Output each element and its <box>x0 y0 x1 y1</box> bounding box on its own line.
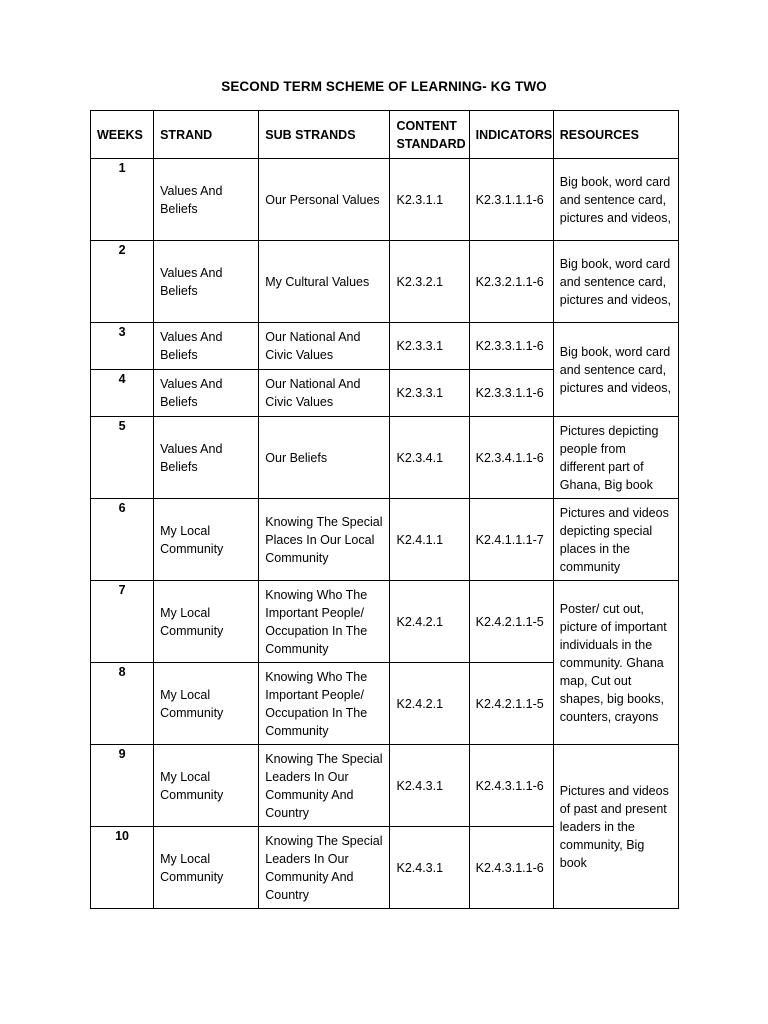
header-sub-strands: SUB STRANDS <box>259 111 390 159</box>
indicator-cell: K2.3.1.1.1-6 <box>469 159 553 241</box>
header-weeks: WEEKS <box>91 111 154 159</box>
strand-cell: My Local Community <box>154 745 259 827</box>
week-cell: 3 <box>91 323 154 370</box>
week-cell: 4 <box>91 370 154 417</box>
table-row <box>91 581 679 663</box>
resources-cell: Pictures and videos of past and present leaders in the community, Big book <box>553 745 678 909</box>
week-cell: 8 <box>91 663 154 745</box>
week-cell: 10 <box>91 827 154 909</box>
scheme-table <box>90 110 679 909</box>
week-cell: 1 <box>91 159 154 241</box>
week-cell: 9 <box>91 745 154 827</box>
strand-cell: Values And Beliefs <box>154 417 259 499</box>
table-row <box>91 159 679 241</box>
indicator-cell: K2.4.2.1.1-5 <box>469 663 553 745</box>
table-row <box>91 241 679 323</box>
table-row <box>91 499 679 581</box>
content-standard-cell: K2.3.4.1 <box>390 417 469 499</box>
sub-strand-cell: Knowing Who The Important People/ Occupation In The Community <box>259 581 390 663</box>
sub-strand-cell: Our National And Civic Values <box>259 370 390 417</box>
content-standard-cell: K2.4.2.1 <box>390 663 469 745</box>
header-row <box>91 111 679 159</box>
header-strand: STRAND <box>154 111 259 159</box>
table-row <box>91 323 679 370</box>
content-standard-cell: K2.4.3.1 <box>390 827 469 909</box>
resources-cell: Big book, word card and sentence card, pictures and videos, <box>553 159 678 241</box>
content-standard-cell: K2.3.2.1 <box>390 241 469 323</box>
content-standard-cell: K2.3.1.1 <box>390 159 469 241</box>
strand-cell: Values And Beliefs <box>154 323 259 370</box>
header-indicators: INDICATORS <box>469 111 553 159</box>
indicator-cell: K2.3.3.1.1-6 <box>469 370 553 417</box>
content-standard-cell: K2.4.2.1 <box>390 581 469 663</box>
strand-cell: My Local Community <box>154 827 259 909</box>
resources-cell: Poster/ cut out, picture of important individuals in the community. Ghana map, Cut out shapes, big books, counters, crayons <box>553 581 678 745</box>
resources-cell: Big book, word card and sentence card, pictures and videos, <box>553 241 678 323</box>
content-standard-cell: K2.4.3.1 <box>390 745 469 827</box>
content-standard-cell: K2.4.1.1 <box>390 499 469 581</box>
indicator-cell: K2.4.3.1.1-6 <box>469 745 553 827</box>
document-title: SECOND TERM SCHEME OF LEARNING- KG TWO <box>221 79 547 94</box>
table-row <box>91 745 679 827</box>
strand-cell: Values And Beliefs <box>154 241 259 323</box>
resources-cell: Pictures and videos depicting special places in the community <box>553 499 678 581</box>
indicator-cell: K2.4.3.1.1-6 <box>469 827 553 909</box>
strand-cell: My Local Community <box>154 499 259 581</box>
indicator-cell: K2.4.1.1.1-7 <box>469 499 553 581</box>
sub-strand-cell: Knowing The Special Leaders In Our Community And Country <box>259 827 390 909</box>
week-cell: 7 <box>91 581 154 663</box>
indicator-cell: K2.3.4.1.1-6 <box>469 417 553 499</box>
indicator-cell: K2.3.3.1.1-6 <box>469 323 553 370</box>
sub-strand-cell: Knowing The Special Leaders In Our Community And Country <box>259 745 390 827</box>
strand-cell: Values And Beliefs <box>154 159 259 241</box>
week-cell: 2 <box>91 241 154 323</box>
resources-cell: Pictures depicting people from different part of Ghana, Big book <box>553 417 678 499</box>
week-cell: 6 <box>91 499 154 581</box>
sub-strand-cell: Our Personal Values <box>259 159 390 241</box>
strand-cell: My Local Community <box>154 581 259 663</box>
header-resources: RESOURCES <box>553 111 678 159</box>
week-cell: 5 <box>91 417 154 499</box>
indicator-cell: K2.4.2.1.1-5 <box>469 581 553 663</box>
sub-strand-cell: Knowing The Special Places In Our Local Community <box>259 499 390 581</box>
sub-strand-cell: My Cultural Values <box>259 241 390 323</box>
sub-strand-cell: Our National And Civic Values <box>259 323 390 370</box>
indicator-cell: K2.3.2.1.1-6 <box>469 241 553 323</box>
sub-strand-cell: Our Beliefs <box>259 417 390 499</box>
resources-cell: Big book, word card and sentence card, pictures and videos, <box>553 323 678 417</box>
table-row <box>91 417 679 499</box>
content-standard-cell: K2.3.3.1 <box>390 370 469 417</box>
sub-strand-cell: Knowing Who The Important People/ Occupation In The Community <box>259 663 390 745</box>
strand-cell: My Local Community <box>154 663 259 745</box>
content-standard-cell: K2.3.3.1 <box>390 323 469 370</box>
strand-cell: Values And Beliefs <box>154 370 259 417</box>
header-content-standard: CONTENT STANDARD <box>390 111 469 159</box>
